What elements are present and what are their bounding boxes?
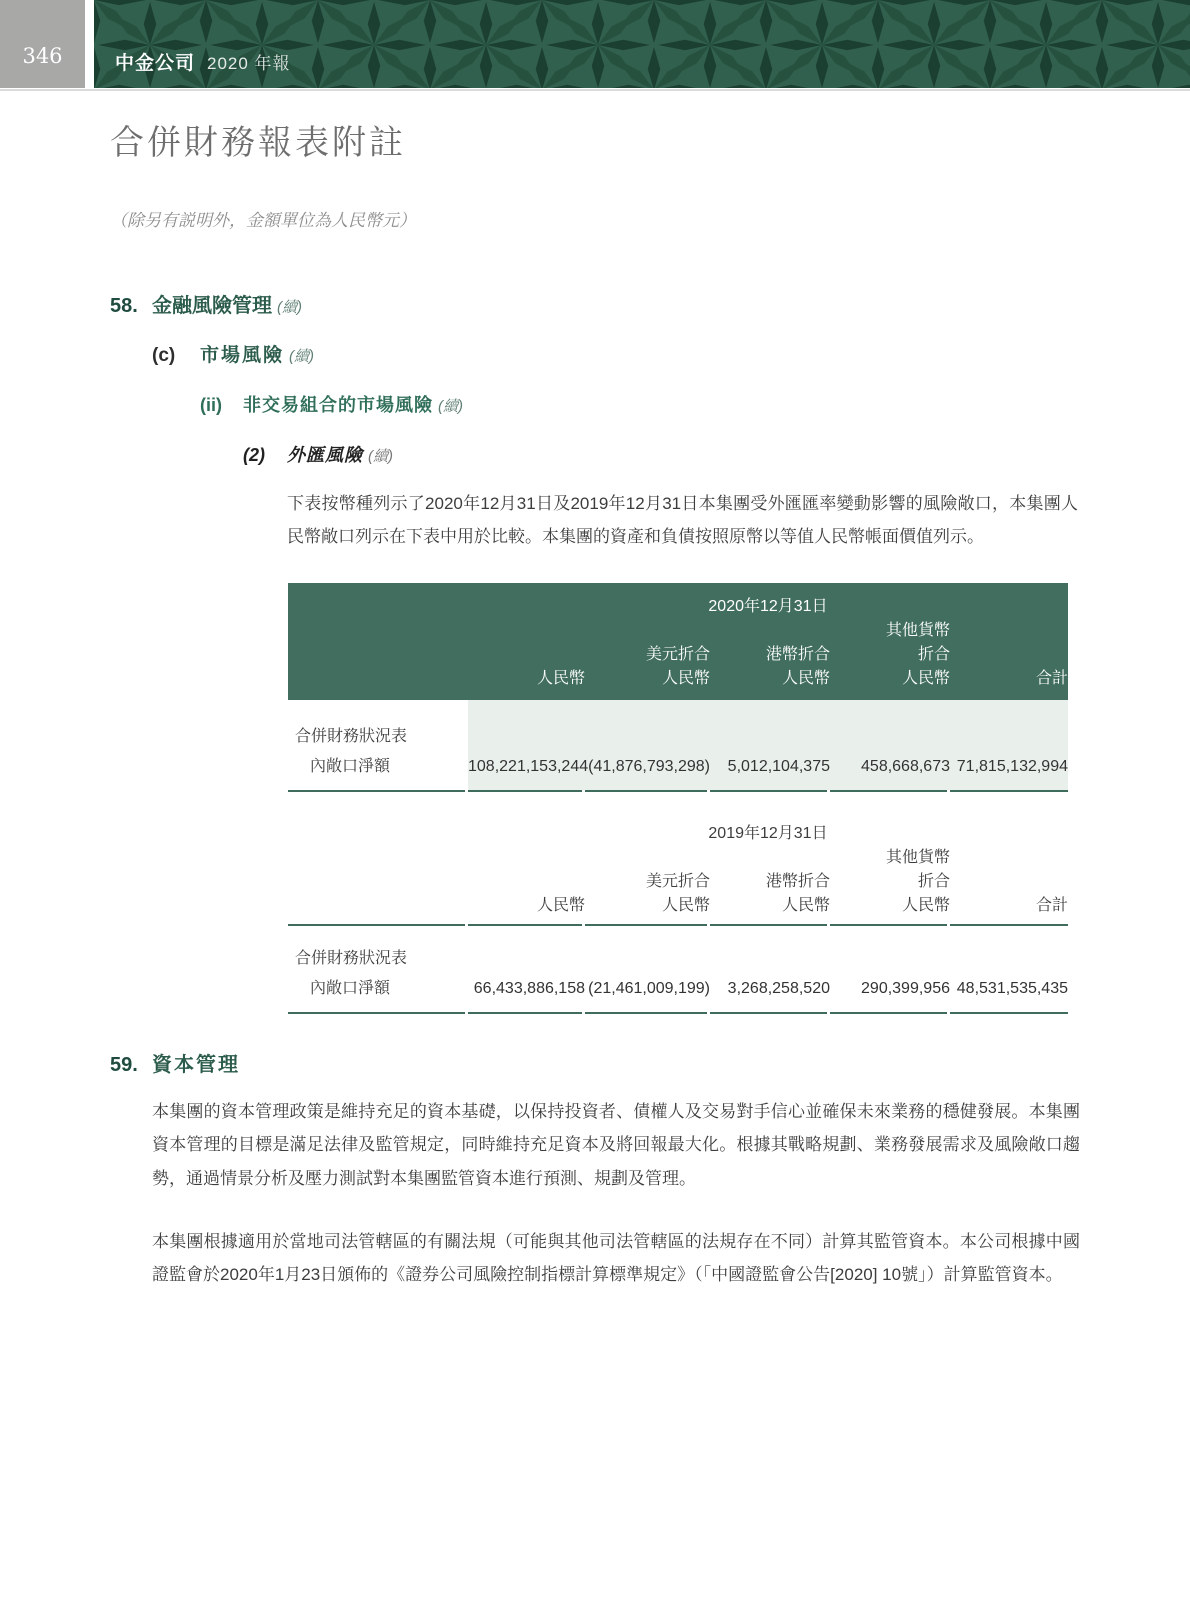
table-bottom-rule <box>288 1012 1068 1014</box>
col-header-rmb: 人民幣 <box>781 897 830 915</box>
table-cell: (21,461,009,199) <box>588 979 710 997</box>
table-header-2019 <box>288 812 1068 924</box>
section-number: 58. <box>110 295 138 317</box>
header-gap <box>85 0 94 88</box>
continued-marker: (續) <box>368 448 393 465</box>
col-header-hkd-conv: 港幣折合 <box>765 873 830 891</box>
capital-management-paragraph-1: 本集團的資本管理政策是維持充足的資本基礎，以保持投資者、債權人及交易對手信心並確保未來業務的穩健發展。本集團資本管理的目標是滿足法律及監管規定，同時維持充足資本及將回報最大化。根據其戰略規劃、業務發展需求及風險敞口趨勢，通過情景分析及壓力測試對本集團監管資本進行預測、規劃及管理。 <box>152 1102 1080 1188</box>
col-header-hkd-conv: 港幣折合 <box>765 646 830 664</box>
subsection-number: (c) <box>152 345 176 366</box>
header-banner <box>94 0 1190 88</box>
continued-marker: (續) <box>289 348 315 365</box>
row-values <box>468 700 1068 790</box>
subsection-title: 非交易組合的市場風險 <box>243 395 433 415</box>
col-header-rmb: 人民幣 <box>781 670 830 688</box>
fx-exposure-table-2019 <box>288 812 1068 1014</box>
page-header <box>0 0 1190 88</box>
table-cell: (41,876,793,298) <box>588 757 710 775</box>
col-header-conv: 折合 <box>917 646 950 664</box>
header-spacer <box>288 595 468 619</box>
col-header-rmb: 人民幣 <box>536 670 585 688</box>
capital-management-paragraph-2: 本集團根據適用於當地司法管轄區的有關法規（可能與其他司法管轄區的法規存在不同）計算其監管資本。本公司根據中國證監會於2020年1月23日頒佈的《證券公司風險控制指標計算標準規定》（「中國證監會公告[2020] 10號」）計算監管資本。 <box>152 1231 1080 1284</box>
table-header-2020 <box>288 583 1068 700</box>
col-header-rmb: 人民幣 <box>661 670 710 688</box>
company-name: 中金公司 <box>115 53 196 74</box>
continued-marker: (續) <box>277 299 302 316</box>
col-header-total: 合計 <box>1035 897 1068 915</box>
col-header-usd-conv: 美元折合 <box>645 873 710 891</box>
col-header-other-currency: 其他貨幣 <box>885 622 950 640</box>
table-cell: 71,815,132,994 <box>956 757 1068 775</box>
section-number: 59. <box>110 1054 138 1077</box>
section-title: 資本管理 <box>152 1054 240 1077</box>
table-date-2019: 2019年12月31日 <box>708 825 828 843</box>
subsection-2-heading <box>243 441 1078 467</box>
page-content <box>0 115 1190 1291</box>
continued-marker: (續) <box>438 398 463 415</box>
col-header-conv: 折合 <box>917 873 950 891</box>
table-body-2019 <box>288 926 1068 1012</box>
row-labels <box>288 700 468 790</box>
currency-note: （除另有説明外，金額單位為人民幣元） <box>110 211 416 230</box>
page-number-box <box>0 0 85 88</box>
section-title: 金融風險管理 <box>152 295 272 317</box>
table-cell: 108,221,153,244 <box>468 757 589 775</box>
subsection-title: 外匯風險 <box>287 445 363 465</box>
banner-text <box>115 48 291 75</box>
table-cell: 458,668,673 <box>861 757 950 775</box>
row-labels <box>288 926 468 1012</box>
col-header-usd-conv: 美元折合 <box>645 646 710 664</box>
section-59-heading <box>110 1048 1078 1077</box>
document-title: 合併財務報表附註 <box>110 123 406 163</box>
header-spacer <box>288 822 468 846</box>
subsection-c-heading <box>152 340 1078 367</box>
table-body-2020 <box>288 700 1068 790</box>
section-58-heading <box>110 289 1078 318</box>
col-header-rmb: 人民幣 <box>901 670 950 688</box>
table-cell: 48,531,535,435 <box>956 979 1068 997</box>
table-cell: 3,268,258,520 <box>727 979 830 997</box>
row-label: 內敞口淨額 <box>310 757 391 775</box>
col-header-rmb: 人民幣 <box>661 897 710 915</box>
row-label: 內敞口淨額 <box>310 979 391 997</box>
row-label: 合併財務狀況表 <box>295 949 408 967</box>
col-header-rmb: 人民幣 <box>901 897 950 915</box>
subsection-number: (2) <box>243 445 265 465</box>
fx-risk-intro-paragraph: 下表按幣種列示了2020年12月31日及2019年12月31日本集團受外匯匯率變動影響的風險敞口，本集團人民幣敞口列示在下表中用於比較。本集團的資產和負債按照原幣以等值人民幣帳面價值列示。 <box>287 494 1078 547</box>
page-number: 346 <box>22 44 63 68</box>
table-bottom-rule <box>288 790 1068 792</box>
table-date-2020: 2020年12月31日 <box>708 598 828 616</box>
col-header-rmb: 人民幣 <box>536 897 585 915</box>
header-divider <box>0 89 1190 91</box>
fx-exposure-table-2020 <box>288 583 1068 792</box>
row-label: 合併財務狀況表 <box>295 727 408 745</box>
table-cell: 5,012,104,375 <box>727 757 830 775</box>
table-cell: 290,399,956 <box>861 979 950 997</box>
col-header-total: 合計 <box>1035 670 1068 688</box>
col-header-other-currency: 其他貨幣 <box>885 849 950 867</box>
row-values <box>468 926 1068 1012</box>
report-edition: 2020 年報 <box>207 54 291 73</box>
subsection-number: (ii) <box>200 395 222 415</box>
table-cell: 66,433,886,158 <box>473 979 585 997</box>
subsection-title: 市場風險 <box>200 345 285 366</box>
subsection-ii-heading <box>200 391 1078 417</box>
